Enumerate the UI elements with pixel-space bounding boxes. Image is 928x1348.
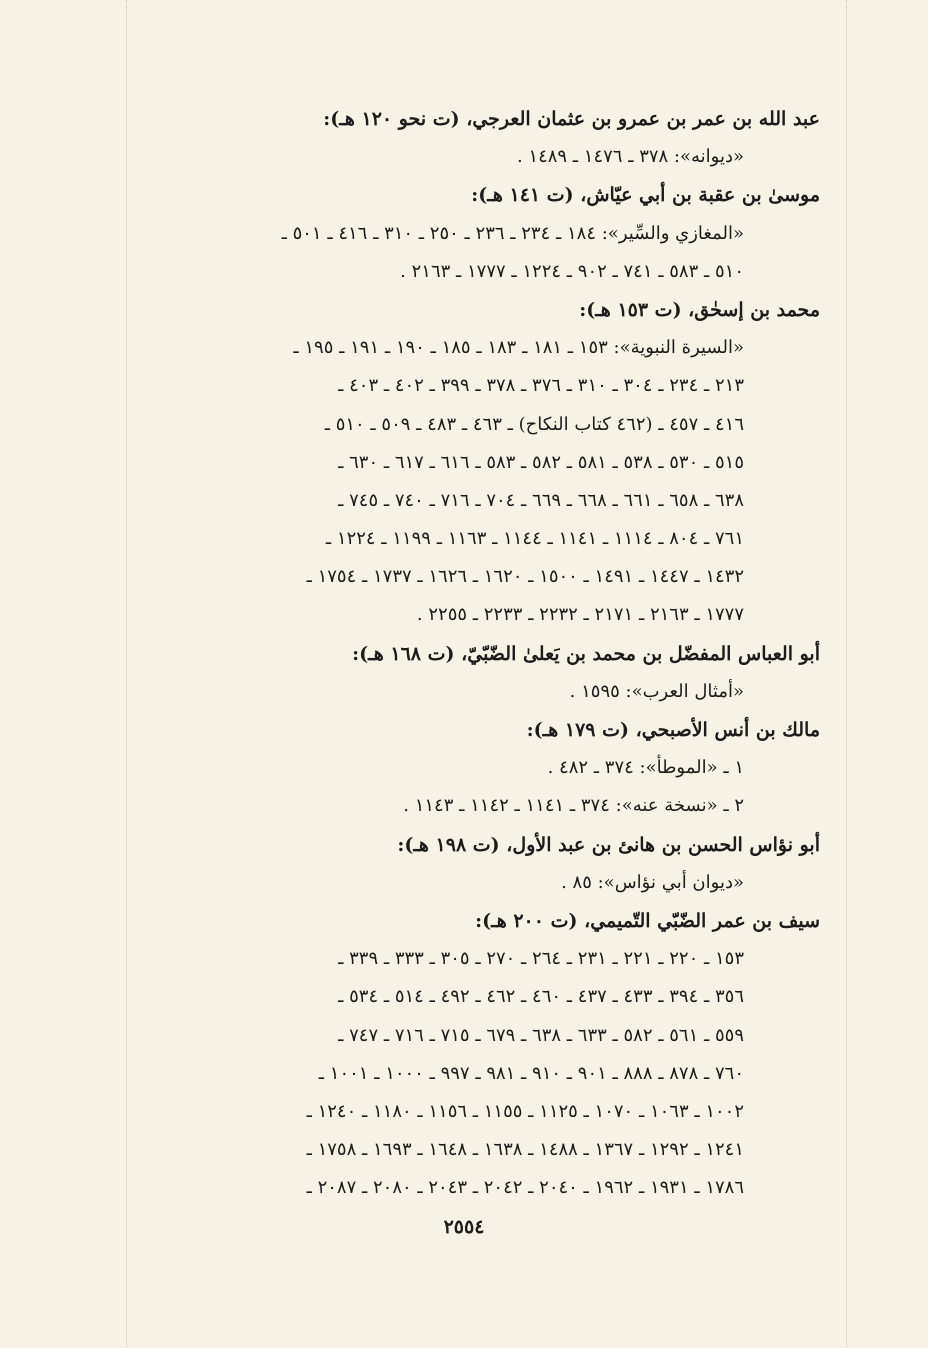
author-heading: عبد الله بن عمر بن عمرو بن عثمان العرجي، (ت نحو ١٢٠ هـ):: [323, 108, 820, 130]
index-entries: [148, 100, 820, 1207]
author-heading: محمد بن إسحٰق، (ت ١٥٣ هـ):: [579, 298, 820, 321]
reference-line: ٣٥٦ ـ ٣٩٤ ـ ٤٣٣ ـ ٤٣٧ ـ ٤٦٠ ـ ٤٦٢ ـ ٤٩٢ ـ ٥١٤ ـ ٥٣٤ ـ: [338, 986, 744, 1008]
reference-line: ١٤٣٢ ـ ١٤٤٧ ـ ١٤٩١ ـ ١٥٠٠ ـ ١٦٢٠ ـ ١٦٢٦ ـ ١٧٣٧ ـ ١٧٥٤ ـ: [306, 566, 744, 588]
page-number: ٢٥٥٤: [443, 1216, 485, 1238]
reference-line: ١٥٣ ـ ٢٢٠ ـ ٢٢١ ـ ٢٣١ ـ ٢٦٤ ـ ٢٧٠ ـ ٣٠٥ ـ ٣٣٣ ـ ٣٣٩ ـ: [338, 948, 744, 970]
reference-line: ٢ ـ «نسخة عنه»: ٣٧٤ ـ ١١٤١ ـ ١١٤٢ ـ ١١٤٣ .: [403, 795, 744, 817]
reference-line: ٧٦١ ـ ٨٠٤ ـ ١١١٤ ـ ١١٤١ ـ ١١٤٤ ـ ١١٦٣ ـ ١١٩٩ ـ ١٢٢٤ ـ: [325, 528, 744, 550]
reference-line: ١٢٤١ ـ ١٢٩٢ ـ ١٣٦٧ ـ ١٤٨٨ ـ ١٦٣٨ ـ ١٦٤٨ ـ ١٦٩٣ ـ ١٧٥٨ ـ: [306, 1139, 744, 1161]
reference-line: «السيرة النبوية»: ١٥٣ ـ ١٨١ ـ ١٨٣ ـ ١٨٥ ـ ١٩٠ ـ ١٩١ ـ ١٩٥ ـ: [293, 337, 744, 359]
reference-line: ١ ـ «الموطأ»: ٣٧٤ ـ ٤٨٢ .: [547, 757, 744, 779]
author-heading: سيف بن عمر الضّبّي التّميمي، (ت ٢٠٠ هـ):: [475, 909, 820, 932]
author-heading: أبو العباس المفضّل بن محمد بن يَعلىٰ الضّبّيّ، (ت ١٦٨ هـ):: [352, 642, 820, 665]
margin-guide-line: [126, 0, 127, 1348]
reference-line: ٥٥٩ ـ ٥٦١ ـ ٥٨٢ ـ ٦٣٣ ـ ٦٣٨ ـ ٦٧٩ ـ ٧١٥ ـ ٧١٦ ـ ٧٤٧ ـ: [338, 1024, 744, 1046]
reference-line: ٥١٥ ـ ٥٣٠ ـ ٥٣٨ ـ ٥٨١ ـ ٥٨٢ ـ ٥٨٣ ـ ٦١٦ ـ ٦١٧ ـ ٦٣٠ ـ: [338, 451, 744, 473]
author-heading: مالك بن أنس الأصبحي، (ت ١٧٩ هـ):: [526, 719, 820, 741]
reference-line: ٧٦٠ ـ ٨٧٨ ـ ٨٨٨ ـ ٩٠١ ـ ٩١٠ ـ ٩٨١ ـ ٩٩٧ ـ ١٠٠٠ ـ ١٠٠١ ـ: [318, 1062, 744, 1084]
margin-guide-line: [846, 0, 847, 1348]
reference-line: ١٧٧٧ ـ ٢١٦٣ ـ ٢١٧١ ـ ٢٢٣٢ ـ ٢٢٣٣ ـ ٢٢٥٥ .: [416, 604, 744, 626]
reference-line: «ديوانه»: ٣٧٨ ـ ١٤٧٦ ـ ١٤٨٩ .: [516, 146, 744, 168]
author-heading: أبو نؤاس الحسن بن هانئ بن عبد الأول، (ت ١٩٨ هـ):: [397, 833, 820, 856]
reference-line: «أمثال العرب»: ١٥٩٥ .: [569, 680, 744, 702]
reference-line: «المغازي والسِّير»: ١٨٤ ـ ٢٣٤ ـ ٢٣٦ ـ ٢٥٠ ـ ٣١٠ ـ ٤١٦ ـ ٥٠١ ـ: [281, 222, 744, 244]
author-heading: موسىٰ بن عقبة بن أبي عيّاش، (ت ١٤١ هـ):: [471, 184, 820, 207]
reference-line: ١٧٨٦ ـ ١٩٣١ ـ ١٩٦٢ ـ ٢٠٤٠ ـ ٢٠٤٢ ـ ٢٠٤٣ ـ ٢٠٨٠ ـ ٢٠٨٧ ـ: [306, 1177, 744, 1199]
reference-line: ٦٣٨ ـ ٦٥٨ ـ ٦٦١ ـ ٦٦٨ ـ ٦٦٩ ـ ٧٠٤ ـ ٧١٦ ـ ٧٤٠ ـ ٧٤٥ ـ: [338, 489, 744, 511]
reference-line: ٢١٣ ـ ٢٣٤ ـ ٣٠٤ ـ ٣١٠ ـ ٣٧٦ ـ ٣٧٨ ـ ٣٩٩ ـ ٤٠٢ ـ ٤٠٣ ـ: [338, 375, 744, 397]
reference-line: ٥١٠ ـ ٥٨٣ ـ ٧٤١ ـ ٩٠٢ ـ ١٢٢٤ ـ ١٧٧٧ ـ ٢١٦٣ .: [400, 260, 744, 282]
reference-line: «ديوان أبي نؤاس»: ٨٥ .: [561, 871, 744, 893]
reference-line: ١٠٠٢ ـ ١٠٦٣ ـ ١٠٧٠ ـ ١١٢٥ ـ ١١٥٥ ـ ١١٥٦ ـ ١١٨٠ ـ ١٢٤٠ ـ: [306, 1100, 744, 1122]
reference-line: ٤١٦ ـ ٤٥٧ ـ (٤٦٢ كتاب النكاح) ـ ٤٦٣ ـ ٤٨٣ ـ ٥٠٩ ـ ٥١٠ ـ: [324, 413, 744, 435]
